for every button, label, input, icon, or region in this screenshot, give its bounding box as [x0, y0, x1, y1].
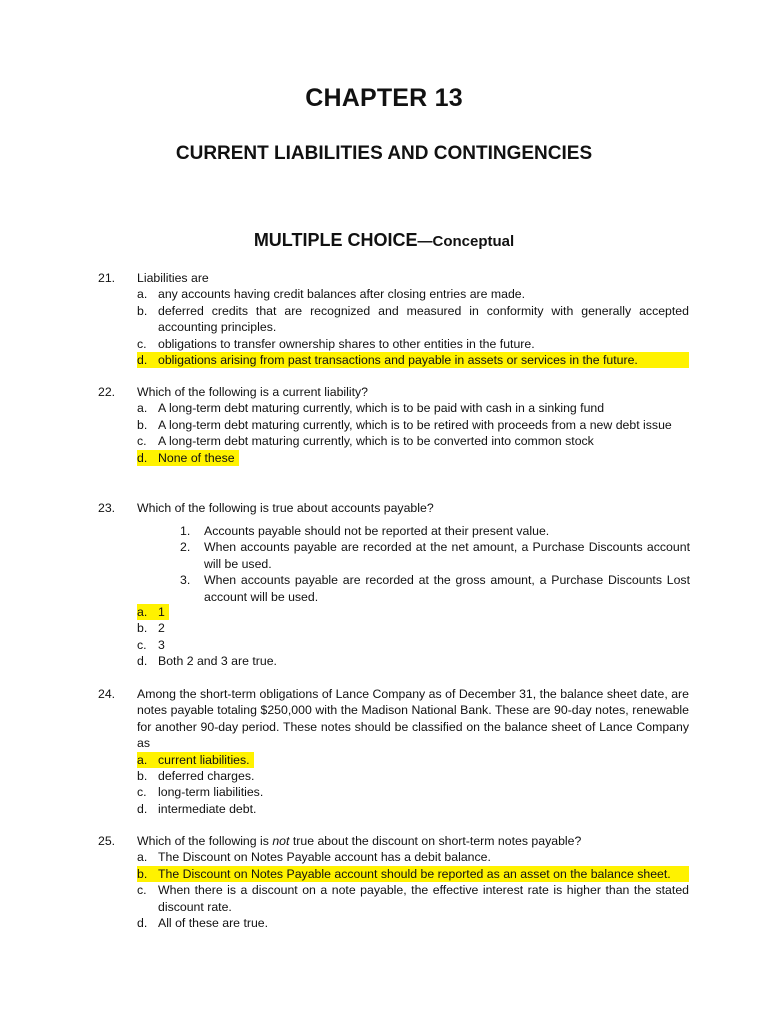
option-c: c. long-term liabilities.	[137, 785, 264, 800]
question-number: 23.	[98, 501, 116, 515]
option-a	[137, 752, 689, 768]
option-b: b. 2	[137, 621, 165, 636]
option-d: d. All of these are true.	[137, 916, 269, 931]
question-stem: Which of the following is not true about the discount on short-term notes payable?	[137, 834, 582, 848]
option-b: b. A long-term debt maturing currently, which is to be retired with proceeds from a new debt issue	[137, 417, 672, 432]
chapter-subtitle: CURRENT LIABILITIES AND CONTINGENCIES	[175, 143, 593, 164]
option-d: d. Both 2 and 3 are true.	[137, 654, 277, 669]
option-c: c. 3	[137, 637, 165, 652]
question-number: 21.	[98, 271, 116, 285]
option-a: a. The Discount on Notes Payable account has a debit balance.	[137, 850, 491, 865]
question-stem: Which of the following is true about accounts payable?	[137, 501, 434, 515]
option-d: d. intermediate debt.	[137, 801, 257, 816]
question-number: 25.	[98, 834, 116, 848]
question-stem: Among the short-term obligations of Lance Company as of December 31, the balance sheet date, are notes payable totaling $250,000 with the Madison National Bank. These are 90-day notes, renewable for another 90-day period. These notes should be classified on the balance sheet of Lance Company as	[137, 687, 689, 751]
statement-2: 2. When accounts payable are recorded at the net amount, a Purchase Discounts account will be used.	[180, 540, 690, 571]
section-title	[0, 230, 768, 251]
option-c: c. When there is a discount on a note payable, the effective interest rate is higher than the stated discount rate.	[137, 883, 689, 914]
section-title-sub: —Conceptual	[417, 233, 515, 250]
option-d	[137, 450, 689, 466]
highlighted-answer: d. None of these	[137, 450, 239, 466]
option-b-highlighted: b. The Discount on Notes Payable account should be reported as an asset on the balance sheet.	[137, 866, 689, 882]
emphasis-not: not	[272, 834, 290, 848]
statement-1: 1. Accounts payable should not be reported at their present value.	[180, 524, 550, 538]
option-b: b. deferred credits that are recognized and measured in conformity with generally accepted accounting principles.	[137, 303, 689, 335]
option-c: c. A long-term debt maturing currently, which is to be converted into common stock	[137, 434, 594, 449]
option-b: b. deferred charges.	[137, 769, 255, 783]
highlighted-answer: a. current liabilities.	[137, 752, 254, 768]
question-stem: Which of the following is a current liability?	[137, 385, 369, 399]
question-number: 22.	[98, 385, 116, 399]
statement-3: 3. When accounts payable are recorded at the gross amount, a Purchase Discounts Lost account will be used.	[180, 573, 690, 604]
option-d-highlighted: d. obligations arising from past transactions and payable in assets or services in the future.	[137, 352, 689, 368]
option-a	[137, 604, 689, 620]
option-a: a. A long-term debt maturing currently, which is to be paid with cash in a sinking fund	[137, 401, 605, 416]
question-stem: Liabilities are	[137, 271, 209, 285]
option-a: a. any accounts having credit balances after closing entries are made.	[137, 287, 526, 302]
highlighted-answer: a. 1	[137, 604, 169, 620]
section-title-main: MULTIPLE CHOICE	[253, 230, 418, 250]
chapter-title: CHAPTER 13	[305, 84, 463, 112]
question-number: 24.	[98, 687, 116, 701]
option-c: c. obligations to transfer ownership shares to other entities in the future.	[137, 336, 535, 351]
